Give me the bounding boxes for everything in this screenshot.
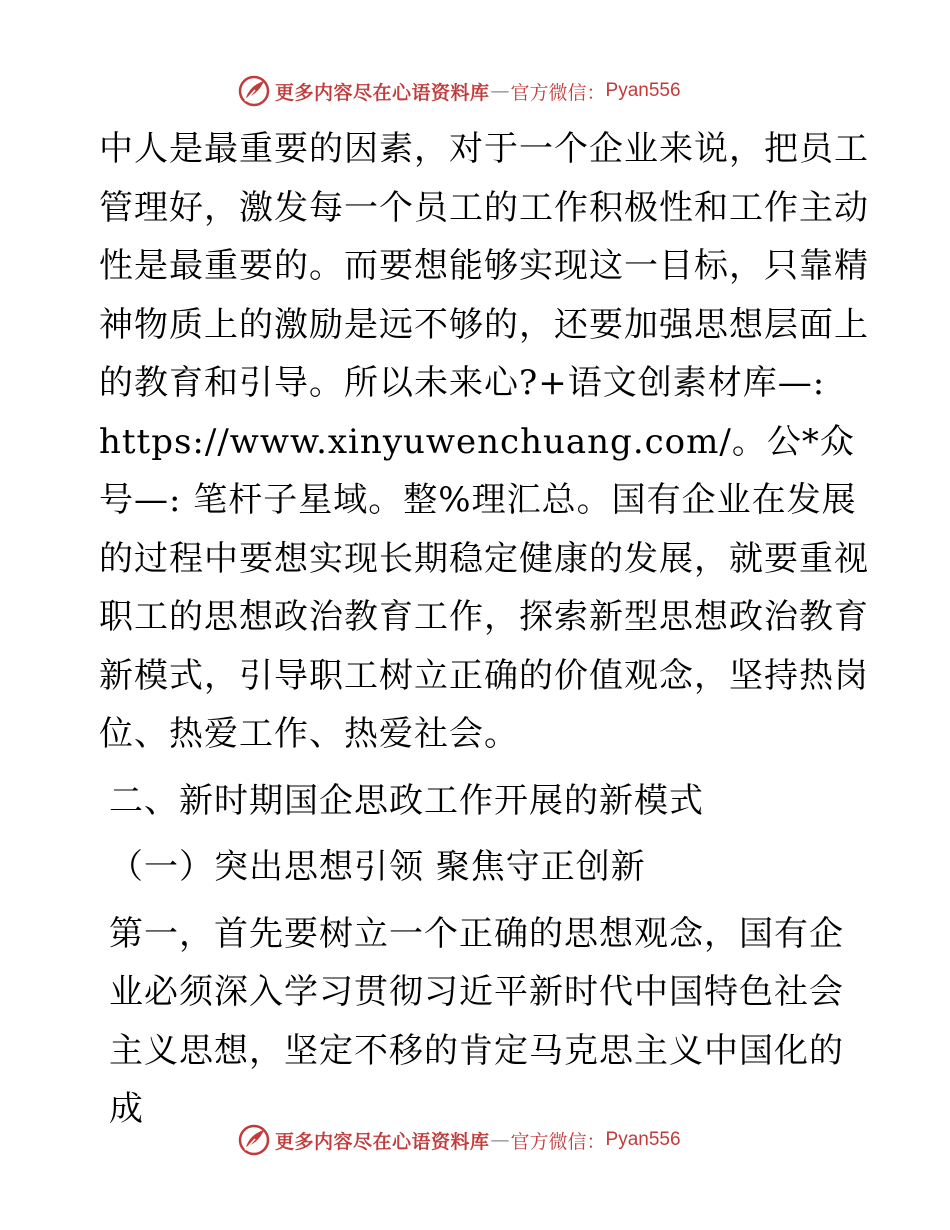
body-paragraph-1: 中人是最重要的因素，对于一个企业来说，把员工管理好，激发每一个员工的工作积极性和工作主动性是最重要的。而要想能够实现这一目标，只靠精神物质上的激励是远不够的，还要加强思想层面上的教育和引导。所以未来心?+语文创素材库—: https://www.xinyuwenchuang.com/。公*众号—: 笔杆子星域。整%理汇总。国有企业在发展的过程中要想实现长期稳定健康的发展，就要重视职工的思想政治教育工作，探索新型思想政治教育新模式，引导职工树立正确的价值观念，坚持热岗位、热爱工作、热爱社会。 xyxy=(99,129,869,754)
footer-wechat-label: 官方微信： xyxy=(510,1130,606,1153)
header-dash: — xyxy=(490,80,510,102)
section-heading-2: 二、新时期国企思政工作开展的新模式 xyxy=(109,780,704,821)
body-paragraph-2: 第一，首先要树立一个正确的思想观念，国有企业必须深入学习贯彻习近平新时代中国特色社会主义思想，坚定不移的肯定马克思主义中国化的成 xyxy=(109,913,844,1129)
document-body xyxy=(99,120,869,1139)
footer-dash: — xyxy=(490,1129,510,1151)
header-wechat-id: Pyan556 xyxy=(605,80,681,101)
header-brand-text: 更多内容尽在心语资料库 xyxy=(275,81,490,104)
footer-wechat-id: Pyan556 xyxy=(605,1129,681,1150)
header-watermark xyxy=(237,73,681,109)
footer-watermark xyxy=(237,1122,681,1158)
header-wechat-label: 官方微信： xyxy=(510,81,606,104)
feather-logo-icon xyxy=(237,1123,271,1157)
feather-logo-icon xyxy=(237,74,271,108)
footer-brand-text: 更多内容尽在心语资料库 xyxy=(275,1130,490,1153)
subsection-heading-1: （一）突出思想引领 聚焦守正创新 xyxy=(109,847,646,887)
